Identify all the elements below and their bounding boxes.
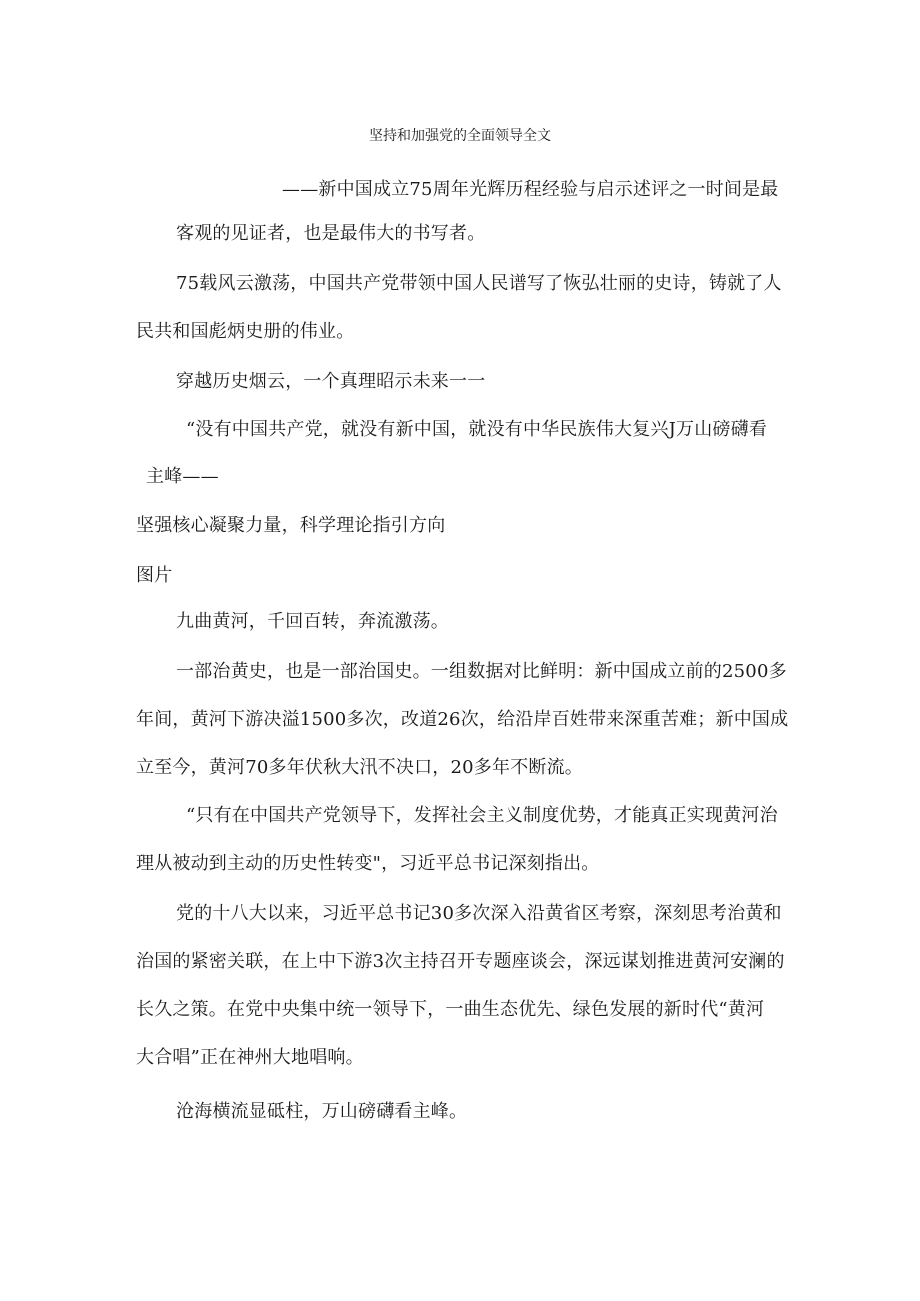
text-line: 75载风云激荡，中国共产党带领中国人民谱写了恢弘壮丽的史诗，铸就了人 (176, 273, 782, 294)
text-line: 民共和国彪炳史册的伟业。 (136, 321, 355, 342)
text-line: 年间，黄河下游决溢1500多次，改道26次，给沿岸百姓带来深重苦难；新中国成 (136, 709, 789, 730)
text-line: 党的十八大以来，习近平总书记30多次深入沿黄省区考察，深刻思考治黄和 (176, 903, 782, 924)
section-heading: 坚强核心凝聚力量，科学理论指引方向 (136, 515, 446, 536)
subtitle-line: ——新中国成立75周年光辉历程经验与启示述评之一时间是最 (282, 179, 779, 200)
text-line: 理从被动到主动的历史性转变"，习近平总书记深刻指出。 (136, 853, 600, 874)
text-line: “没有中国共产党，就没有新中国，就没有中华民族伟大复兴J万山磅礴看 (186, 419, 768, 440)
text-line: “只有在中国共产党领导下，发挥社会主义制度优势，才能真正实现黄河治 (186, 805, 778, 826)
text-line: 一部治黄史，也是一部治国史。一组数据对比鲜明：新中国成立前的2500多 (176, 661, 787, 682)
image-placeholder-label: 图片 (136, 565, 173, 586)
text-line: 治国的紧密关联，在上中下游3次主持召开专题座谈会，深远谋划推进黄河安澜的 (136, 951, 785, 972)
text-line: 客观的见证者，也是最伟大的书写者。 (176, 223, 486, 244)
text-line: 主峰—— (146, 466, 219, 487)
text-line: 大合唱”正在神州大地唱响。 (136, 1047, 364, 1068)
text-line: 立至今，黄河70多年伏秋大汛不决口，20多年不断流。 (136, 757, 584, 778)
text-line: 长久之策。在党中央集中统一领导下，一曲生态优先、绿色发展的新时代“黄河 (136, 999, 765, 1020)
text-line: 穿越历史烟云，一个真理昭示未来一一 (176, 371, 486, 392)
text-line: 沧海横流显砥柱，万山磅礴看主峰。 (176, 1101, 468, 1122)
text-line: 九曲黄河，千回百转，奔流激荡。 (176, 611, 449, 632)
document-title: 坚持和加强党的全面领导全文 (369, 128, 551, 144)
